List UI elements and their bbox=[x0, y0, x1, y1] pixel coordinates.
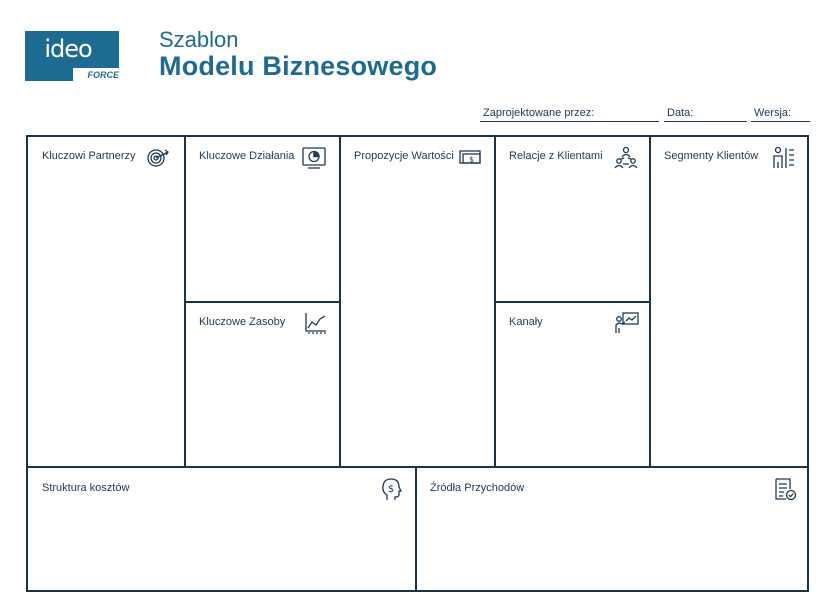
presenter-board-icon bbox=[615, 311, 639, 335]
block-customer-relationships[interactable] bbox=[496, 137, 649, 301]
block-label: Segmenty Klientów bbox=[664, 150, 759, 162]
block-revenue-streams[interactable] bbox=[417, 468, 807, 590]
version-field[interactable]: Wersja: bbox=[751, 106, 810, 122]
block-label: Relacje z Klientami bbox=[509, 150, 603, 162]
ideo-force-logo bbox=[25, 31, 119, 81]
designed-by-field[interactable]: Zaprojektowane przez: bbox=[480, 106, 659, 122]
block-channels[interactable] bbox=[496, 303, 649, 466]
svg-text:$: $ bbox=[468, 155, 475, 164]
block-key-activities[interactable] bbox=[186, 137, 339, 301]
pie-chart-monitor-icon bbox=[302, 146, 326, 170]
invoice-check-icon bbox=[773, 477, 797, 501]
block-label: Źródła Przychodów bbox=[430, 482, 525, 494]
block-value-propositions[interactable] bbox=[341, 137, 494, 466]
logo-word: ideo bbox=[44, 35, 92, 63]
person-list-icon bbox=[772, 146, 796, 170]
head-dollar-icon bbox=[379, 477, 403, 501]
page-title-line2: Modelu Biznesowego bbox=[159, 51, 438, 81]
date-field[interactable]: Data: bbox=[664, 106, 747, 122]
block-label: Kanały bbox=[509, 316, 543, 328]
block-label: Struktura kosztów bbox=[42, 482, 130, 494]
target-icon bbox=[146, 146, 170, 170]
block-label: Kluczowe Działania bbox=[199, 150, 295, 162]
block-cost-structure[interactable] bbox=[28, 468, 415, 590]
block-key-resources[interactable] bbox=[186, 303, 339, 466]
page-title-line1: Szablon bbox=[159, 27, 239, 52]
dollar-bill-icon bbox=[459, 145, 483, 169]
block-customer-segments[interactable] bbox=[651, 137, 807, 466]
block-label: Kluczowe Zasoby bbox=[199, 316, 286, 328]
people-network-icon bbox=[614, 146, 638, 170]
line-chart-icon bbox=[304, 311, 328, 335]
svg-text:$: $ bbox=[387, 484, 395, 495]
block-label: Kluczowi Partnerzy bbox=[42, 150, 136, 162]
logo-sub: FORCE bbox=[73, 68, 119, 82]
business-model-canvas bbox=[26, 135, 809, 592]
block-label: Propozycje Wartości bbox=[354, 150, 454, 162]
block-key-partners[interactable] bbox=[28, 137, 184, 466]
